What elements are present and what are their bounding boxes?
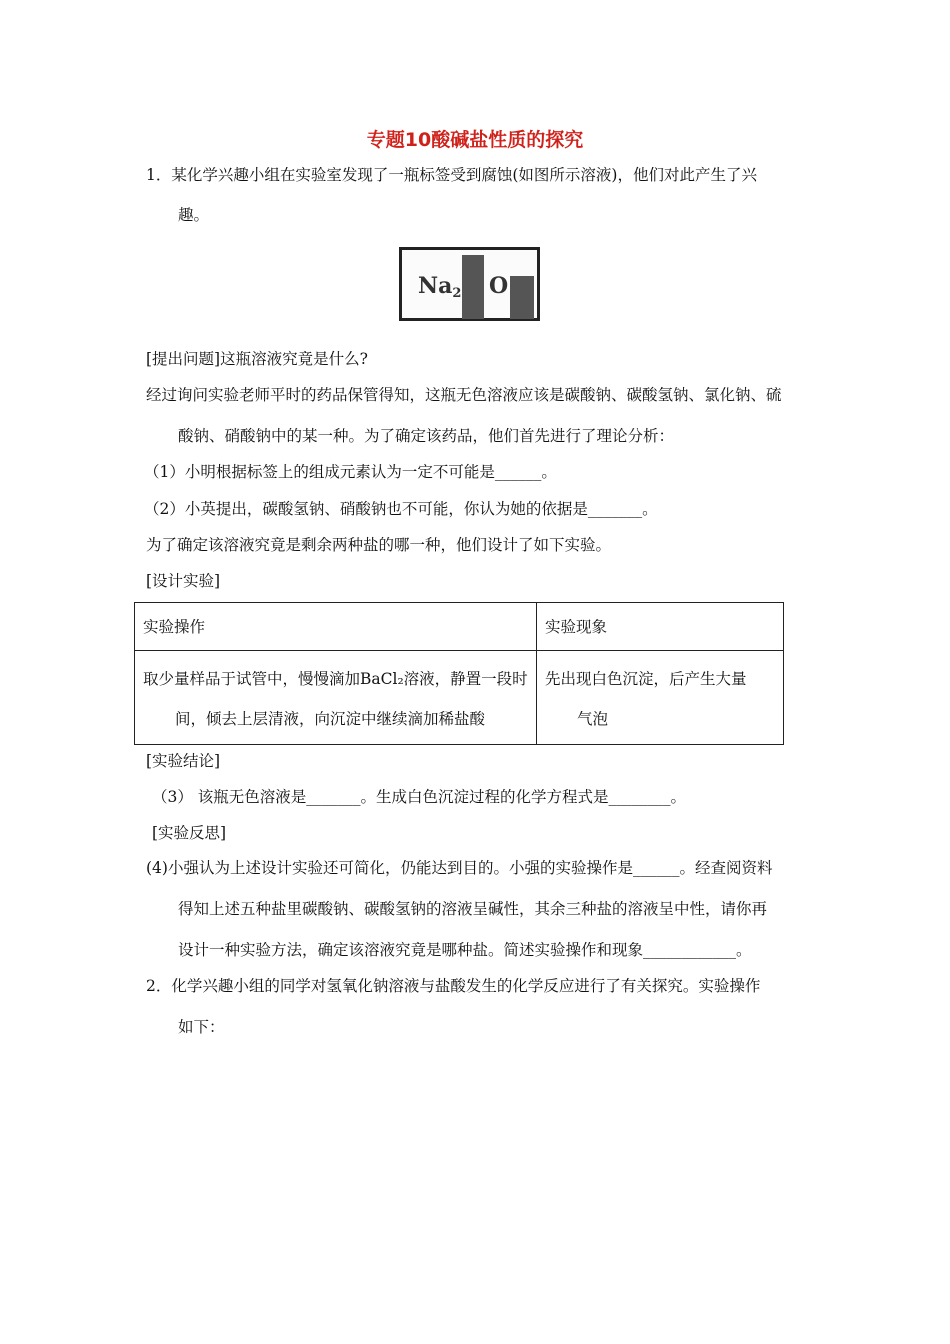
document-title: 专题10酸碱盐性质的探究 [366, 129, 584, 151]
header-phenomenon: 实验现象 [537, 603, 784, 651]
conclusion-heading: [实验结论] [146, 752, 221, 770]
intro-line-2: 酸钠、硝酸钠中的某一种。为了确定该药品，他们首先进行了理论分析： [178, 427, 675, 445]
q2-line-1: 2．化学兴趣小组的同学对氢氧化钠溶液与盐酸发生的化学反应进行了有关探究。实验操作 [146, 977, 761, 995]
operation-line-2: 间，倾去上层清液，向沉淀中继续滴加稀盐酸 [175, 710, 486, 728]
label-na-text: $Na_2$ [418, 273, 462, 301]
q2-line-2: 如下： [178, 1018, 225, 1036]
reflection-heading: [实验反思] [152, 824, 227, 842]
sub-question-2: （2）小英提出，碳酸氢钠、硝酸钠也不可能，你认为她的依据是_______。 [144, 500, 658, 518]
q1-line-2: 趣。 [178, 206, 210, 224]
corroded-patch-1 [462, 255, 484, 319]
sub-question-4-line-2: 得知上述五种盐里碳酸钠、碳酸氢钠的溶液呈碱性，其余三种盐的溶液呈中性，请你再 [178, 900, 768, 918]
experiment-table [134, 602, 784, 745]
sub-question-4-line-1: (4)小强认为上述设计实验还可简化，仍能达到目的。小强的实验操作是______。经查阅资料 [146, 859, 773, 877]
header-operation: 实验操作 [135, 603, 537, 651]
question-heading: [提出问题]这瓶溶液究竟是什么? [146, 350, 368, 368]
phenomenon-line-2: 气泡 [577, 710, 609, 728]
label-o-text: O [489, 273, 509, 299]
sub-question-3: （3） 该瓶无色溶液是_______。生成白色沉淀过程的化学方程式是________。 [152, 788, 687, 806]
intro-line-1: 经过询问实验老师平时的药品保管得知，这瓶无色溶液应该是碳酸钠、碳酸氢钠、氯化钠、硫 [146, 386, 782, 404]
transition-text: 为了确定该溶液究竟是剩余两种盐的哪一种，他们设计了如下实验。 [146, 536, 612, 554]
corroded-label-figure [399, 247, 540, 321]
q1-line-1: 1．某化学兴趣小组在实验室发现了一瓶标签受到腐蚀(如图所示溶液)，他们对此产生了兴 [146, 166, 757, 184]
operation-line-1: 取少量样品于试管中，慢慢滴加BaCl₂溶液，静置一段时 [143, 670, 528, 688]
table-row [135, 651, 784, 745]
table-row [135, 603, 784, 651]
sub-question-4-line-3: 设计一种实验方法，确定该溶液究竟是哪种盐。简述实验操作和现象____________。 [178, 941, 752, 959]
cell-operation [135, 651, 537, 745]
design-heading: [设计实验] [146, 572, 221, 590]
corroded-patch-2 [510, 276, 534, 319]
sub-question-1: （1）小明根据标签上的组成元素认为一定不可能是______。 [144, 463, 557, 481]
phenomenon-line-1: 先出现白色沉淀，后产生大量 [545, 670, 747, 688]
cell-phenomenon [537, 651, 784, 745]
